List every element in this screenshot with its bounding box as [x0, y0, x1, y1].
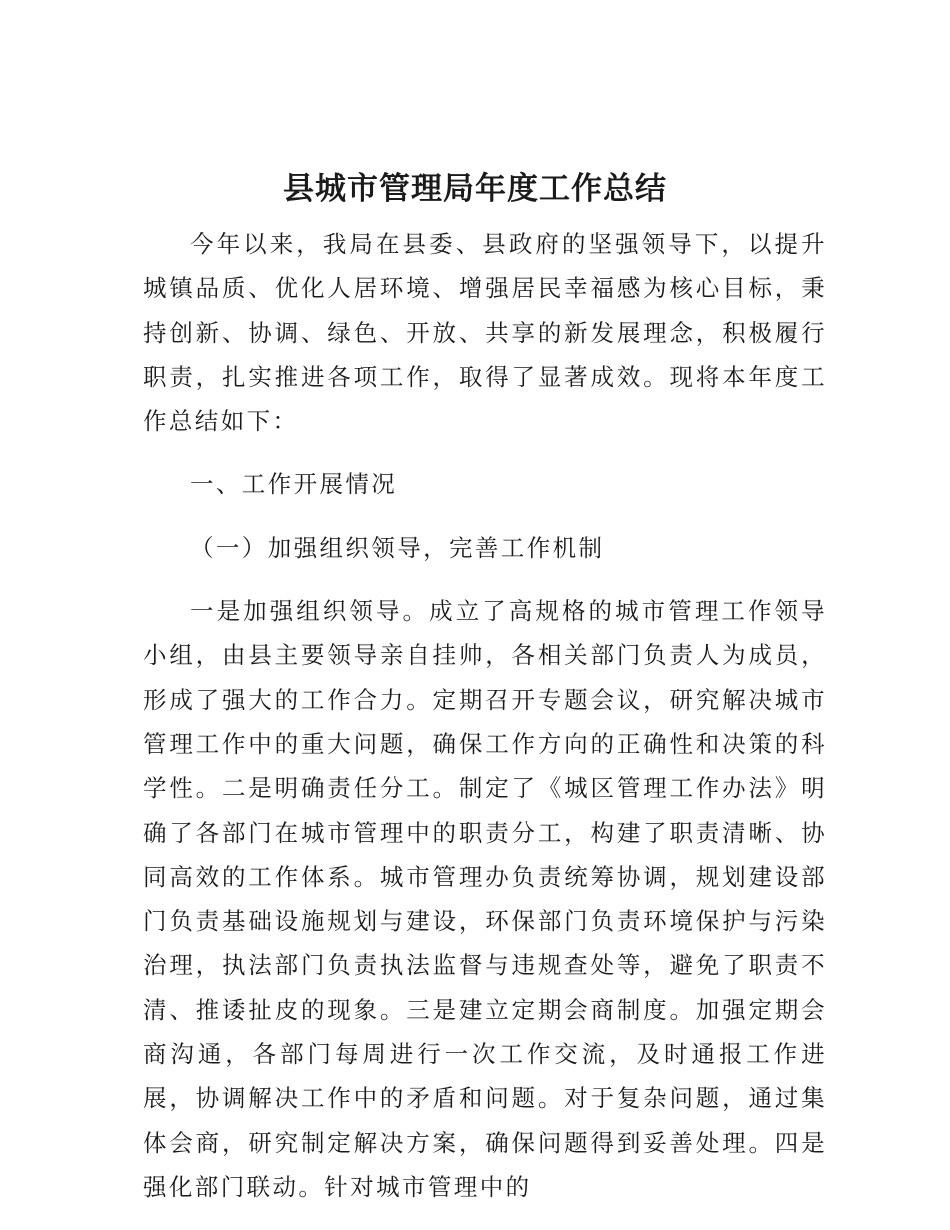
document-body	[143, 222, 827, 1209]
section-heading: 一、工作开展情况	[190, 470, 398, 499]
body-paragraph: 一是加强组织领导。成立了高规格的城市管理工作领导小组，由县主要领导亲自挂帅，各相关部门负责人为成员，形成了强大的工作合力。定期召开专题会议，研究解决城市管理工作中的重大问题，确保工作方向的正确性和决策的科学性。二是明确责任分工。制定了《城区管理工作办法》明确了各部门在城市管理中的职责分工，构建了职责清晰、协同高效的工作体系。城市管理办负责统筹协调，规划建设部门负责基础设施规划与建设，环保部门负责环境保护与污染治理，执法部门负责执法监督与违规查处等，避免了职责不清、推诿扯皮的现象。三是建立定期会商制度。加强定期会商沟通，各部门每周进行一次工作交流，及时通报工作进展，协调解决工作中的矛盾和问题。对于复杂问题，通过集体会商，研究制定解决方案，确保问题得到妥善处理。四是强化部门联动。针对城市管理中的	[143, 597, 827, 1201]
intro-paragraph: 今年以来，我局在县委、县政府的坚强领导下，以提升城镇品质、优化人居环境、增强居民幸福感为核心目标，秉持创新、协调、绿色、开放、共享的新发展理念，积极履行职责，扎实推进各项工作，取得了显著成效。现将本年度工作总结如下：	[143, 230, 827, 436]
document-title: 县城市管理局年度工作总结	[283, 171, 667, 207]
subsection-heading: （一）加强组织领导，完善工作机制	[190, 533, 605, 562]
